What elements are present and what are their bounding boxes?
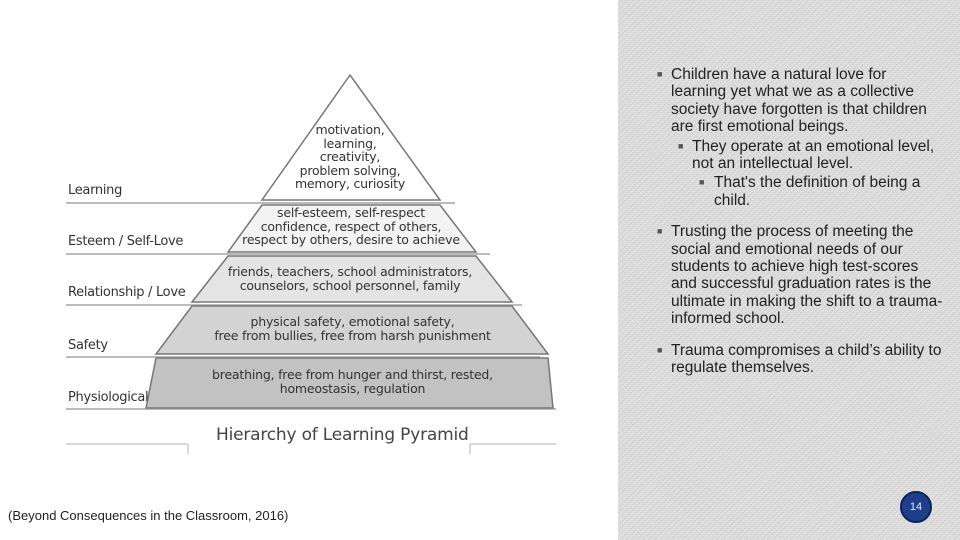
bullet-text: Trusting the process of meeting the social and emotional needs of our students to achieve high test-scores and successful graduation rates is the ultimate in making the shift to a trauma-informed school. [671,223,943,328]
bullet-square-icon: ■ [678,140,684,151]
band-line: memory, curiosity [294,176,406,191]
band-text-safety [195,315,510,342]
band-line: counselors, school personnel, family [239,277,461,293]
level-label-esteem: Esteem / Self-Love [68,234,184,249]
bullet-square-icon: ■ [657,226,663,237]
bullet-square-icon: ■ [699,177,705,188]
bullet-item [653,66,943,136]
bullet-item [653,223,943,327]
level-label-safety: Safety [68,338,108,353]
level-label-learning: Learning [68,183,123,198]
level-label-physiological: Physiological [68,390,149,405]
bullet-text: Trauma compromises a child’s ability to regulate themselves. [671,341,942,377]
bullet-square-icon: ■ [657,344,663,355]
band-line: respect by others, desire to achieve [242,232,460,247]
band-text-esteem [240,206,462,247]
band-text-learning [290,123,410,191]
band-line: learning, [323,135,377,151]
bullet-square-icon: ■ [657,69,663,79]
band-line: confidence, respect of others, [260,218,442,234]
band-line: friends, teachers, school administrators, [227,264,473,279]
bullet-list [653,66,943,377]
source-credit: (Beyond Consequences in the Classroom, 2016) [8,508,289,523]
level-label-relationship: Relationship / Love [68,285,186,300]
band-line: homeostasis, regulation [279,380,426,396]
band-line: creativity, [319,149,381,164]
band-line: motivation, [315,122,385,137]
band-line: problem solving, [299,162,401,178]
band-line: free from bullies, free from harsh punishment [214,327,491,343]
bullet-text: That's the definition of being a child. [714,174,921,209]
page-number-badge: 14 [900,491,932,523]
band-text-relationship [205,265,495,292]
band-text-physiological [200,368,505,395]
pyramid-caption: Hierarchy of Learning Pyramid [216,425,469,445]
bullet-item [653,342,943,377]
bullet-item [653,174,943,209]
band-line: self-esteem, self-respect [277,205,425,220]
bullet-text: Children have a natural love for learning yet what we as a collective society have forgotten is that children are first emotional beings. [671,66,927,136]
bullet-text: They operate at an emotional level, not an intellectual level. [692,137,935,173]
band-line: breathing, free from hunger and thirst, rested, [212,367,493,382]
bullet-item [653,138,943,173]
band-line: physical safety, emotional safety, [250,314,455,329]
